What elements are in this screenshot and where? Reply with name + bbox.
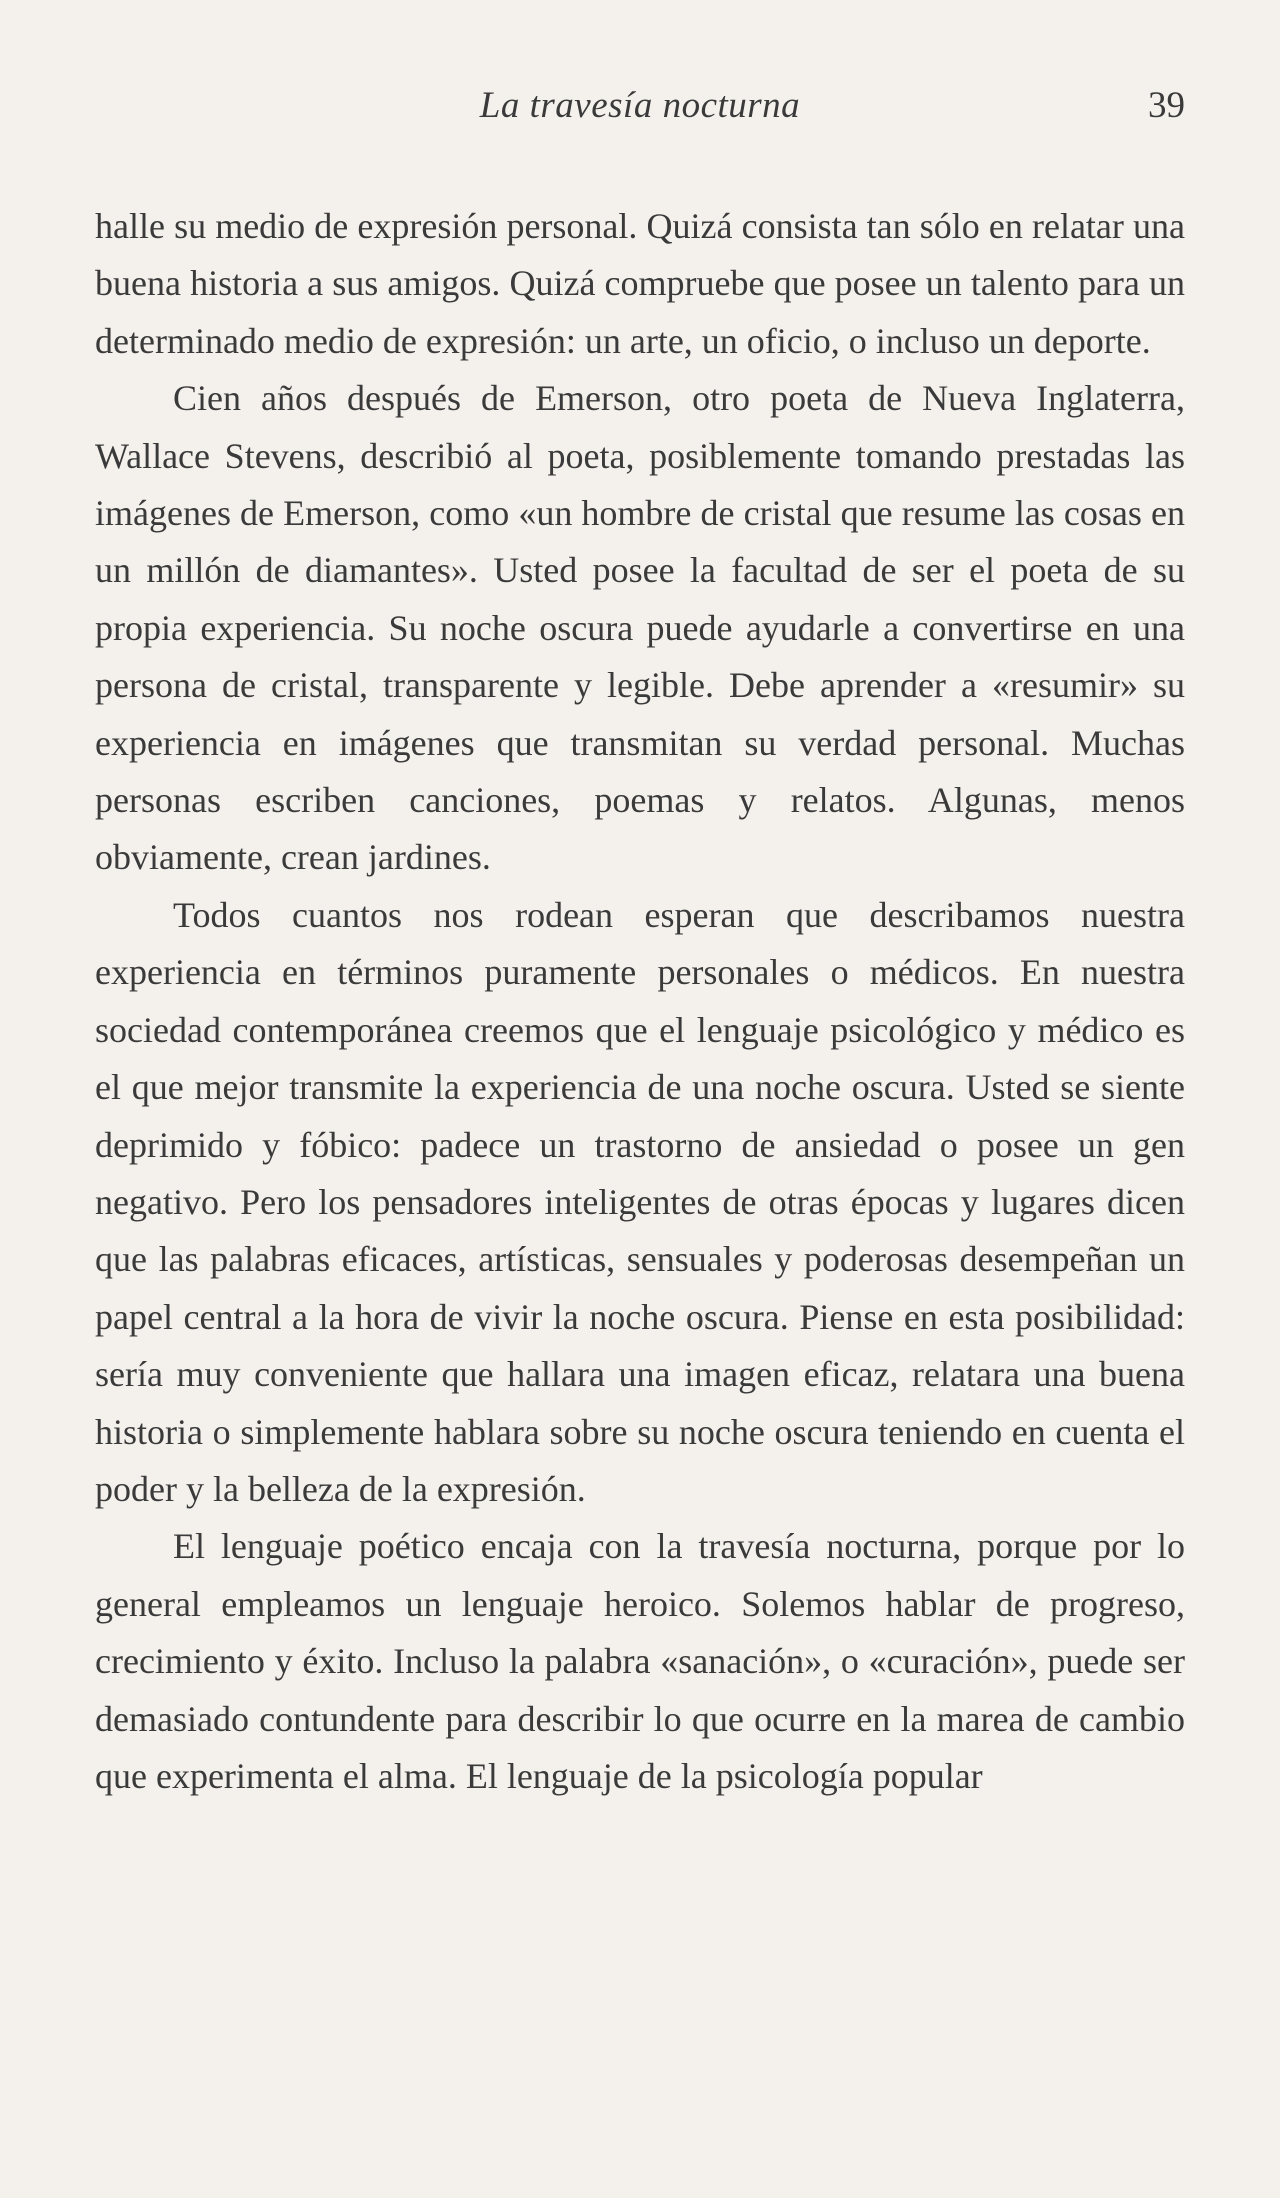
paragraph-emerson-stevens: Cien años después de Emerson, otro poeta de Nueva Inglaterra, Wallace Stevens, describió al poeta, posiblemente tomando prestadas las imágenes de Emerson, como «un hombre de cristal que resume las cosas en un millón de diamantes». Usted posee la facultad de ser el poeta de su propia experiencia. Su noche oscura puede ayudarle a convertirse en una persona de cristal, transparente y legible. Debe aprender a «resumir» su experiencia en imágenes que transmitan su verdad personal. Muchas personas escriben canciones, poemas y relatos. Algunas, menos obviamente, crean jardines. xyxy=(95,378,1185,878)
body-text xyxy=(95,198,1185,1805)
running-head xyxy=(95,84,1185,140)
page-number: 39 xyxy=(1148,85,1185,126)
paragraph-lenguaje-medico: Todos cuantos nos rodean esperan que describamos nuestra experiencia en términos puramente personales o médicos. En nuestra sociedad contemporánea creemos que el lenguaje psicológico y médico es el que mejor transmite la experiencia de una noche oscura. Usted se siente deprimido y fóbico: padece un trastorno de ansiedad o posee un gen negativo. Pero los pensadores inteligentes de otras épocas y lugares dicen que las palabras eficaces, artísticas, sensuales y poderosas desempeñan un papel central a la hora de vivir la noche oscura. Piense en esta posibilidad: sería muy conveniente que hallara una imagen eficaz, relatara una buena historia o simplemente hablara sobre su noche oscura teniendo en cuenta el poder y la belleza de la expresión. xyxy=(95,894,1185,1509)
running-title: La travesía nocturna xyxy=(479,85,801,126)
paragraph-continuation: halle su medio de expresión personal. Quizá consista tan sólo en relatar una buena historia a sus amigos. Quizá compruebe que posee un talento para un determinado medio de expresión: un arte, un oficio, o incluso un deporte. xyxy=(95,206,1185,361)
paragraph-lenguaje-poetico: El lenguaje poético encaja con la travesía nocturna, porque por lo general empleamos un lenguaje heroico. Solemos hablar de progreso, crecimiento y éxito. Incluso la palabra «sanación», o «curación», puede ser demasiado contundente para describir lo que ocurre en la marea de cambio que experimenta el alma. El lenguaje de la psicología popular xyxy=(95,1526,1185,1796)
